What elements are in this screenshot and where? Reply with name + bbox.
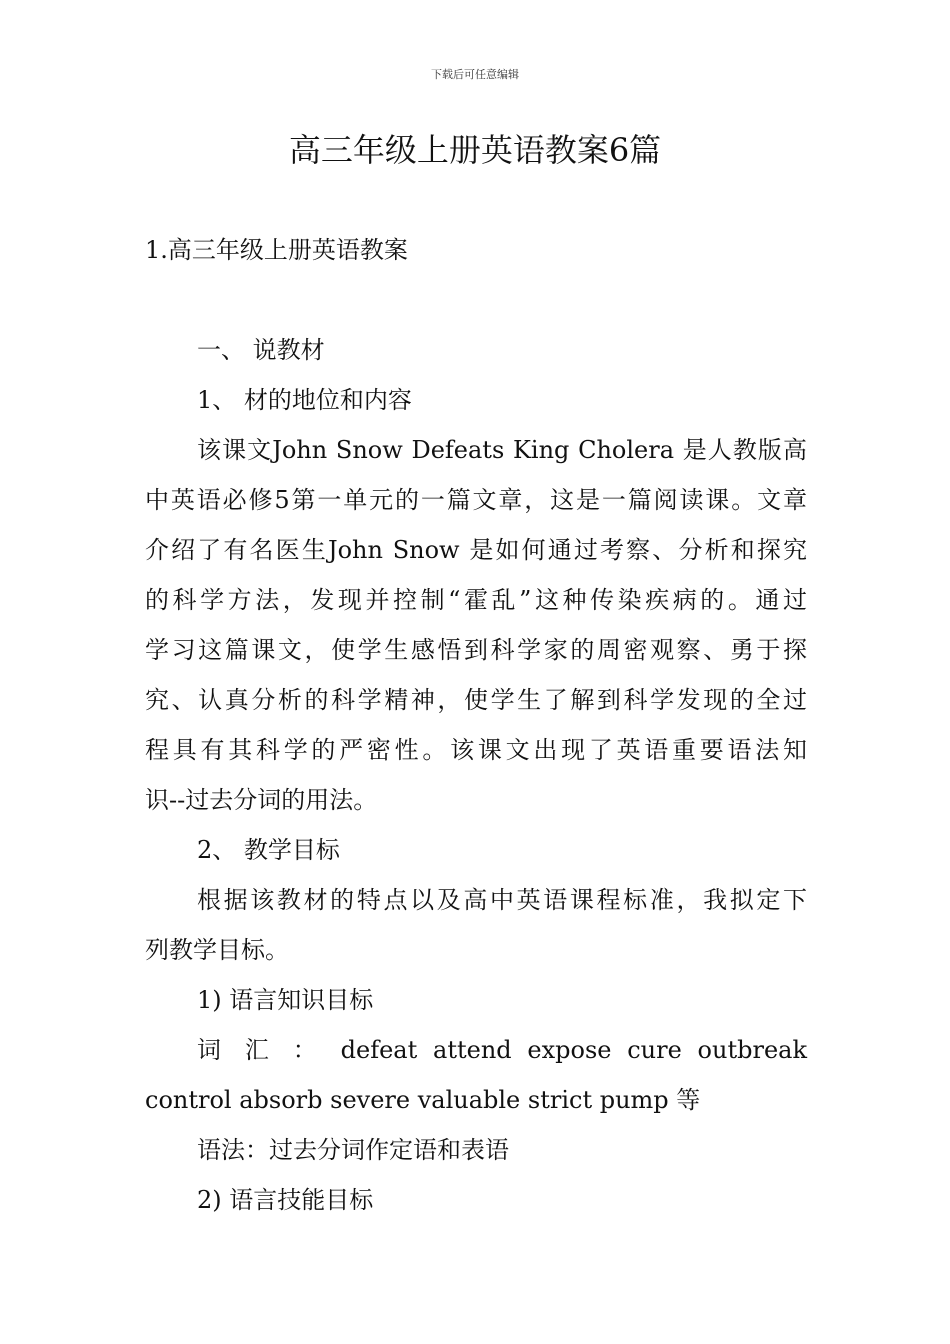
paragraph-line: 该课文John Snow Defeats King Cholera 是人教版高 [197, 436, 807, 464]
subheading-teaching-goals: 2、 教学目标 [197, 836, 340, 864]
paragraph-line: 介绍了有名医生John Snow 是如何通过考察、分析和探究 [145, 536, 807, 564]
paragraph-line: 中英语必修5第一单元的一篇文章，这是一篇阅读课。文章 [145, 486, 807, 514]
paragraph-line: 列教学目标。 [145, 936, 289, 964]
paragraph-line: 究、认真分析的科学精神，使学生了解到科学发现的全过 [145, 686, 807, 714]
paragraph-line: 程具有其科学的严密性。该课文出现了英语重要语法知 [145, 736, 807, 764]
subheading-language-skills: 2) 语言技能目标 [197, 1186, 374, 1214]
vocabulary-line: 词 汇 ： defeat attend expose cure outbreak [197, 1036, 807, 1064]
heading-teaching-material: 一、 说教材 [197, 336, 325, 364]
paragraph-line: 识--过去分词的用法。 [145, 786, 378, 814]
paragraph-line: 根据该教材的特点以及高中英语课程标准，我拟定下 [197, 886, 807, 914]
subheading-language-knowledge: 1) 语言知识目标 [197, 986, 374, 1014]
vocabulary-line: control absorb severe valuable strict pump 等 [145, 1086, 701, 1114]
subheading-status-content: 1、 材的地位和内容 [197, 386, 412, 414]
header-note: 下载后可任意编辑 [431, 68, 519, 81]
document-body [145, 325, 807, 1225]
paragraph-line: 的科学方法，发现并控制“霍乱”这种传染疾病的。通过 [145, 586, 807, 614]
grammar-line: 语法：过去分词作定语和表语 [197, 1136, 509, 1164]
section-title: 1.高三年级上册英语教案 [145, 236, 408, 264]
document-title: 高三年级上册英语教案6篇 [288, 131, 662, 169]
paragraph-line: 学习这篇课文，使学生感悟到科学家的周密观察、勇于探 [145, 636, 807, 664]
